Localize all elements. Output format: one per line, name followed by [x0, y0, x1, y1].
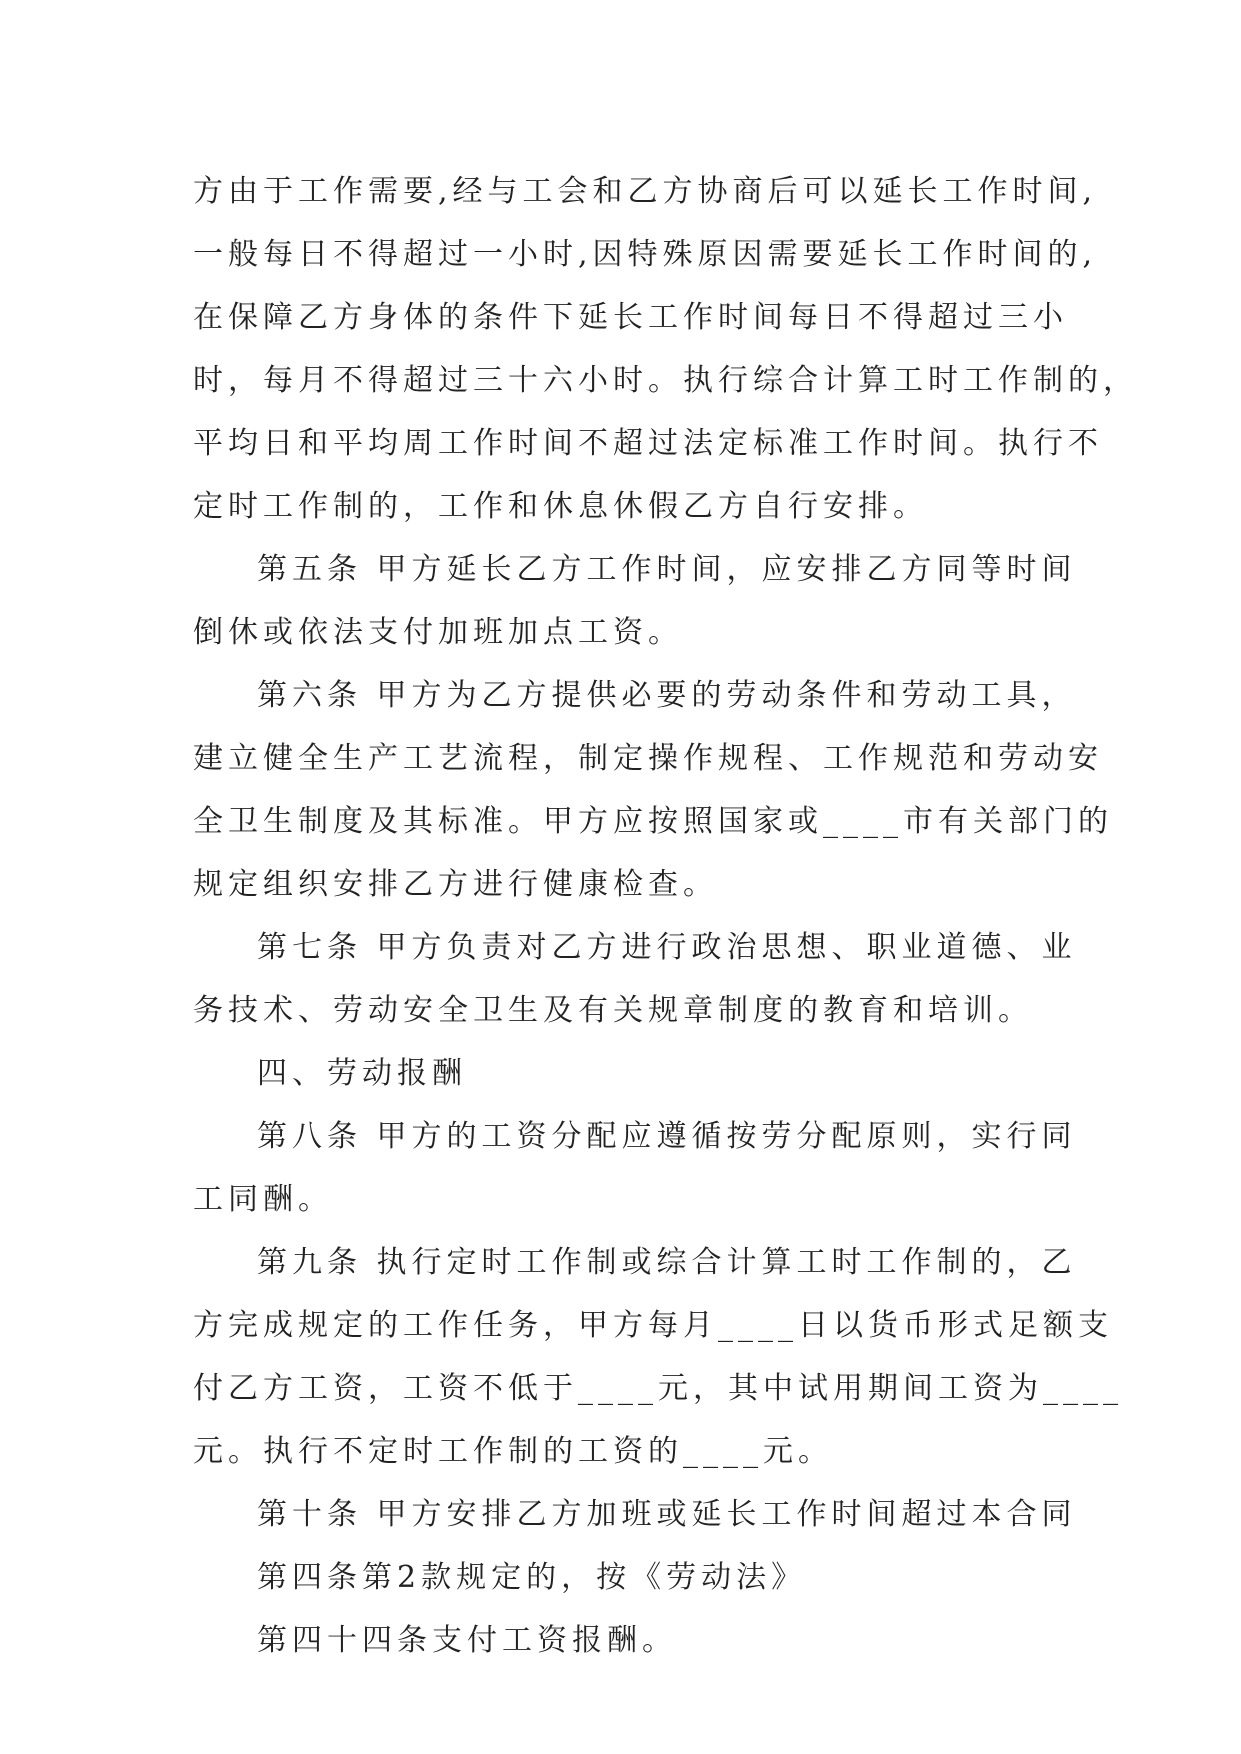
- text-line: 建立健全生产工艺流程，制定操作规程、工作规范和劳动安: [193, 741, 1103, 776]
- text-line: 第四十四条支付工资报酬。: [257, 1623, 677, 1658]
- text-line: 第九条 执行定时工作制或综合计算工时工作制的，乙: [257, 1245, 1077, 1280]
- text-line: 方由于工作需要,经与工会和乙方协商后可以延长工作时间,: [193, 174, 1098, 209]
- text-line: 在保障乙方身体的条件下延长工作时间每日不得超过三小: [193, 300, 1068, 335]
- document-body: [193, 160, 1138, 1672]
- text-line: 全卫生制度及其标准。甲方应按照国家或____市有关部门的: [193, 804, 1113, 839]
- text-line: 务技术、劳动安全卫生及有关规章制度的教育和培训。: [193, 993, 1033, 1028]
- text-line: 定时工作制的，工作和休息休假乙方自行安排。: [193, 489, 928, 524]
- text-line: 付乙方工资，工资不低于____元，其中试用期间工资为____: [193, 1371, 1123, 1406]
- text-line: 四、劳动报酬: [257, 1056, 467, 1091]
- text-line: 平均日和平均周工作时间不超过法定标准工作时间。执行不: [193, 426, 1103, 461]
- text-line: 第七条 甲方负责对乙方进行政治思想、职业道德、业: [257, 930, 1077, 965]
- text-line: 第八条 甲方的工资分配应遵循按劳分配原则，实行同: [257, 1119, 1077, 1154]
- text-line: 时，每月不得超过三十六小时。执行综合计算工时工作制的，: [193, 363, 1138, 398]
- text-line: 第六条 甲方为乙方提供必要的劳动条件和劳动工具，: [257, 678, 1077, 713]
- text-line: 第五条 甲方延长乙方工作时间，应安排乙方同等时间: [257, 552, 1077, 587]
- text-line: 规定组织安排乙方进行健康检查。: [193, 867, 718, 902]
- text-line: 第十条 甲方安排乙方加班或延长工作时间超过本合同: [257, 1497, 1077, 1532]
- text-line: 方完成规定的工作任务，甲方每月____日以货币形式足额支: [193, 1308, 1113, 1343]
- text-line: 元。执行不定时工作制的工资的____元。: [193, 1434, 833, 1469]
- text-line: 工同酬。: [193, 1182, 333, 1217]
- text-line: 倒休或依法支付加班加点工资。: [193, 615, 683, 650]
- text-line: 一般每日不得超过一小时,因特殊原因需要延长工作时间的,: [193, 237, 1098, 272]
- text-line: 第四条第2款规定的，按《劳动法》: [257, 1560, 807, 1595]
